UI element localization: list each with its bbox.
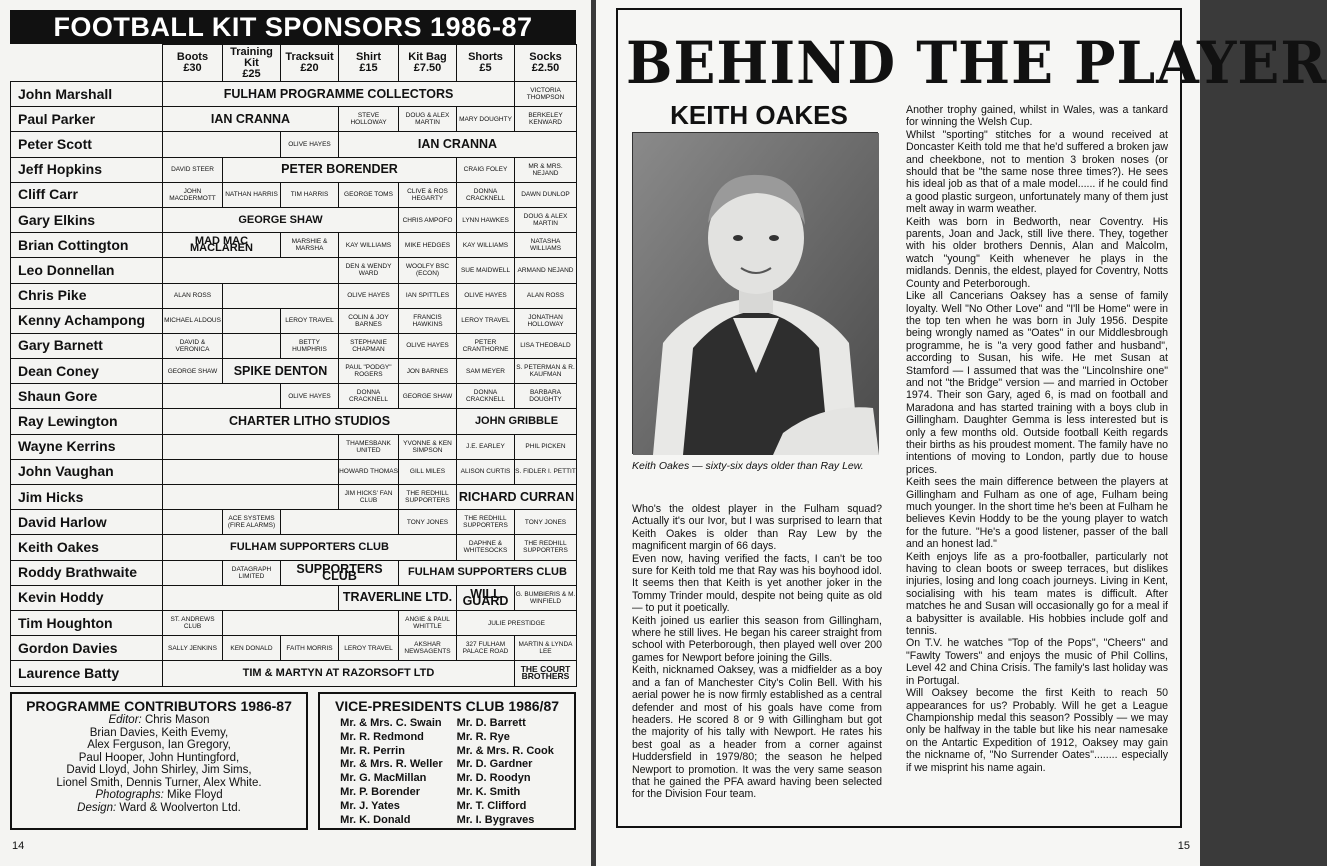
vice-presidents-box — [318, 692, 576, 830]
empty-cell — [223, 283, 339, 308]
page-number-left: 14 — [12, 840, 25, 852]
sponsor-cell: DAVID & VERONICA — [163, 333, 223, 358]
article-paragraph: Keith, nicknamed Oaksey, was a midfielder as a boy and a fan of Manchester City's Colin Bell. With his aerial power he is now firmly established as a central defender and most of his goals have come from headers. He scored 8 or 9 with Gillingham but got the majority of his tally with Newport. He rates his best goal as a header from a corner against Huddersfield in 1979/80; the season he helped Newport to promotion. It was the very same season that he gained the PFA award having been selected for the Division Four team. — [632, 664, 882, 801]
column-price: £20 — [300, 62, 319, 74]
sponsor-cell: MARY DOUGHTY — [457, 107, 515, 132]
sponsor-cell: THE REDHILL SUPPORTERS — [457, 510, 515, 535]
contributor-role: Editor: — [108, 714, 142, 726]
contributor-line — [12, 739, 306, 752]
sponsor-cell: LYNN HAWKES — [457, 207, 515, 232]
sponsor-cell: STEPHANIE CHAPMAN — [339, 333, 399, 358]
contributors-heading: PROGRAMME CONTRIBUTORS 1986-87 — [26, 698, 292, 714]
vice-presidents-column-2 — [457, 717, 554, 827]
vice-president-name: Mr. K. Smith — [456, 785, 521, 798]
sponsor-cell: OLIVE HAYES — [399, 333, 457, 358]
vice-president-name: Mr. G. MacMillan — [340, 772, 427, 785]
vice-president-name: Mr. J. Yates — [340, 799, 400, 812]
sponsor-cell: BARBARA DOUGHTY — [515, 384, 577, 409]
sponsor-cell: GEORGE TOMS — [339, 182, 399, 207]
vice-president-name: Mr. R. Redmond — [340, 730, 424, 743]
contributor-names: Alex Ferguson, Ian Gregory, — [87, 739, 231, 751]
sponsor-cell: MARSHIE & MARSHA — [281, 233, 339, 258]
sponsor-cell: IAN SPITTLES — [399, 283, 457, 308]
column-header — [339, 45, 399, 82]
player-name-cell: Jeff Hopkins — [11, 157, 163, 182]
player-name-cell: Kenny Achampong — [11, 308, 163, 333]
player-name-cell: Kevin Hoddy — [11, 585, 163, 610]
sponsor-cell: SUE MAIDWELL — [457, 258, 515, 283]
sponsor-cell: FULHAM PROGRAMME COLLECTORS — [163, 82, 515, 107]
contributor-names: David Lloyd, John Shirley, Jim Sims, — [66, 764, 252, 776]
contributor-line — [12, 752, 306, 765]
sponsor-cell: OLIVE HAYES — [281, 384, 339, 409]
empty-cell — [163, 459, 339, 484]
vice-president-name: Mr. D. Roodyn — [456, 772, 531, 785]
sponsor-cell: THE COURT BROTHERS — [515, 661, 577, 686]
sponsor-cell: J.E. EARLEY — [457, 434, 515, 459]
vice-president-name: Mr. I. Bygraves — [456, 813, 535, 826]
sponsor-row — [11, 510, 577, 535]
sponsor-cell: TIM HARRIS — [281, 182, 339, 207]
sponsor-cell: DOUG & ALEX MARTIN — [399, 107, 457, 132]
sponsor-cell: RICHARD CURRAN — [457, 485, 577, 510]
sponsor-cell: JULIE PRESTIDGE — [457, 610, 577, 635]
column-price: £7.50 — [413, 62, 442, 74]
sponsor-cell: KAY WILLIAMS — [339, 233, 399, 258]
sponsor-cell: LISA THEOBALD — [515, 333, 577, 358]
sponsor-cell: JONATHAN HOLLOWAY — [515, 308, 577, 333]
column-header — [399, 45, 457, 82]
sponsor-cell: DAWN DUNLOP — [515, 182, 577, 207]
sponsor-cell: MIKE HEDGES — [399, 233, 457, 258]
sponsor-row — [11, 333, 577, 358]
sponsor-cell: FULHAM SUPPORTERS CLUB — [163, 535, 457, 560]
sponsor-cell: DAVID STEER — [163, 157, 223, 182]
sponsor-row — [11, 434, 577, 459]
sponsor-row — [11, 132, 577, 157]
sponsor-row — [11, 308, 577, 333]
sponsor-cell: DONNA CRACKNELL — [457, 182, 515, 207]
vice-president-name: Mr. R. Rye — [456, 730, 510, 743]
sponsor-cell: SAM MEYER — [457, 359, 515, 384]
sponsor-cell: G. BUMBIERIS & M. WINFIELD — [515, 585, 577, 610]
sponsor-cell: JIM HICKS' FAN CLUB — [339, 485, 399, 510]
sponsor-cell: ARMAND NEJAND — [515, 258, 577, 283]
player-name-cell: Brian Cottington — [11, 233, 163, 258]
player-name-cell: Ray Lewington — [11, 409, 163, 434]
sponsor-cell: ALAN ROSS — [515, 283, 577, 308]
sponsor-cell: KEN DONALD — [223, 636, 281, 661]
column-label: Socks — [529, 51, 562, 63]
sponsor-cell: THAMESBANK UNITED — [339, 434, 399, 459]
sponsor-cell: OLIVE HAYES — [281, 132, 339, 157]
contributor-names: Paul Hooper, John Huntingford, — [78, 751, 240, 764]
sponsor-cell: JOHN MACDERMOTT — [163, 182, 223, 207]
column-price: £25 — [242, 67, 261, 80]
sponsor-row — [11, 283, 577, 308]
sponsor-cell: MARTIN & LYNDA LEE — [515, 636, 577, 661]
sponsor-cell: ALISON CURTIS — [457, 459, 515, 484]
contributor-names: Lionel Smith, Dennis Turner, Alex White. — [56, 776, 262, 789]
column-label: Kit Bag — [408, 51, 447, 63]
sponsor-cell: COLIN & JOY BARNES — [339, 308, 399, 333]
player-name-cell: Wayne Kerrins — [11, 434, 163, 459]
sponsor-cell: TRAVERLINE LTD. — [339, 585, 457, 610]
empty-cell — [163, 510, 223, 535]
article-paragraph: Another trophy gained, whilst in Wales, was a tankard for winning the Welsh Cup. — [906, 104, 1168, 129]
sponsor-cell: PETER BORENDER — [223, 157, 457, 182]
page-number-right: 15 — [1177, 840, 1190, 852]
sponsor-cell: MR & MRS. NEJAND — [515, 157, 577, 182]
sponsor-cell: ALAN ROSS — [163, 283, 223, 308]
vice-president-name: Mr. & Mrs. C. Swain — [340, 717, 442, 729]
sponsor-cell: DAPHNE & WHITESOCKS — [457, 535, 515, 560]
empty-cell — [163, 132, 281, 157]
sponsor-cell: NATHAN HARRIS — [223, 182, 281, 207]
vice-president-name: Mr. T. Clifford — [456, 799, 527, 812]
vice-president-name: Mr. D. Barrett — [456, 717, 526, 729]
contributor-names: Ward & Woolverton Ltd. — [119, 801, 241, 814]
contributor-names: Brian Davies, Keith Evemy, — [89, 726, 229, 739]
sponsor-cell: AKSHAR NEWSAGENTS — [399, 636, 457, 661]
empty-cell — [223, 308, 281, 333]
empty-cell — [163, 384, 281, 409]
sponsor-cell: CHRIS AMPOFO — [399, 207, 457, 232]
contributor-line — [12, 727, 306, 740]
vice-president-name: Mr. K. Donald — [340, 813, 411, 826]
sponsor-cell: S. FIDLER I. PETTIT — [515, 459, 577, 484]
sponsor-cell: FULHAM SUPPORTERS CLUB — [399, 560, 577, 585]
sponsor-cell: STEVE HOLLOWAY — [339, 107, 399, 132]
left-page — [0, 0, 591, 866]
sponsor-cell: YVONNE & KEN SIMPSON — [399, 434, 457, 459]
sponsor-row — [11, 560, 577, 585]
empty-cell — [163, 485, 339, 510]
sponsor-cell: FRANCIS HAWKINS — [399, 308, 457, 333]
sponsor-cell: BERKELEY KENWARD — [515, 107, 577, 132]
vice-president-name: Mr. & Mrs. R. Cook — [456, 744, 554, 757]
sponsor-cell: GEORGE SHAW — [163, 359, 223, 384]
sponsor-row — [11, 661, 577, 686]
player-name-cell: Gordon Davies — [11, 636, 163, 661]
empty-cell — [223, 610, 399, 635]
column-header — [163, 45, 223, 82]
sponsor-cell: PAUL "PODGY" ROGERS — [339, 359, 399, 384]
sponsor-cell: DOUG & ALEX MARTIN — [515, 207, 577, 232]
sponsor-cell: SUPPORTERS CLUB — [281, 560, 399, 585]
sponsor-cell: S. PETERMAN & R. KAUFMAN — [515, 359, 577, 384]
sponsor-row — [11, 359, 577, 384]
sponsor-cell: DONNA CRACKNELL — [339, 384, 399, 409]
sponsor-cell: JOHN GRIBBLE — [457, 409, 577, 434]
contributor-line — [12, 789, 306, 802]
player-name-cell: Roddy Brathwaite — [11, 560, 163, 585]
player-name-cell: Peter Scott — [11, 132, 163, 157]
sponsor-cell: ANGIE & PAUL WHITTLE — [399, 610, 457, 635]
sponsor-cell: TONY JONES — [399, 510, 457, 535]
column-header — [515, 45, 577, 82]
column-label: Training Kit — [230, 45, 273, 69]
sponsor-cell: VICTORIA THOMPSON — [515, 82, 577, 107]
vice-president-name: Mr. P. Borender — [340, 785, 421, 798]
sponsor-row — [11, 459, 577, 484]
article-paragraph: Keith enjoys life as a pro-footballer, particularly not having to clean boots or sweep terraces, but dislikes injuries, losing and long coach journeys. Living in Kent, socialising with his team mates is difficult. After matches he and Susan will occasionally go for a meal if a babysitter is available. His hobbies include golf and tennis. — [906, 550, 1168, 638]
empty-cell — [163, 258, 339, 283]
sponsor-row — [11, 258, 577, 283]
sponsor-row — [11, 636, 577, 661]
sponsor-cell: SALLY JENKINS — [163, 636, 223, 661]
sponsor-cell: SPIKE DENTON — [223, 359, 339, 384]
column-header — [223, 45, 281, 82]
contributor-line — [12, 764, 306, 777]
contributor-role: Design: — [77, 801, 117, 814]
sponsor-cell: DEN & WENDY WARD — [339, 258, 399, 283]
article-paragraph: Who's the oldest player in the Fulham squad? Actually it's our Ivor, but I was surprised to learn that Keith Oakes is older than Ray Lew by the magnificent margin of 66 days. — [632, 503, 882, 553]
sponsor-cell: ACE SYSTEMS (FIRE ALARMS) — [223, 510, 281, 535]
article-title: BEHIND THE PLAYER — [626, 28, 1327, 97]
empty-cell — [163, 560, 223, 585]
sponsor-cell: THE REDHILL SUPPORTERS — [399, 485, 457, 510]
sponsor-row — [11, 535, 577, 560]
article-paragraph: Even now, having verified the facts, I can't be too sure for Keith told me that Ray was his boyhood idol. It seems then that Keith is yet another joker in the Tommy Trinder mould, despite not being quite as old — to put it poetically. — [632, 552, 882, 615]
contributor-names: Chris Mason — [144, 714, 210, 726]
sponsor-cell: LEROY TRAVEL — [281, 308, 339, 333]
player-name-cell: David Harlow — [11, 510, 163, 535]
article-paragraph: On T.V. he watches "Top of the Pops", "Cheers" and "Fawlty Towers" and enjoys the music of Phil Collins, Level 42 and China Crisis. The family's last holiday was in Portugal. — [906, 637, 1168, 687]
contributor-names: Mike Floyd — [167, 789, 223, 801]
sponsor-row — [11, 182, 577, 207]
sponsor-cell: TIM & MARTYN AT RAZORSOFT LTD — [163, 661, 515, 686]
sponsor-row — [11, 384, 577, 409]
sponsors-table — [10, 44, 577, 687]
article-paragraph: Whilst "sporting" stitches for a wound received at Doncaster Keith told me that he'd suffered a broken jaw and cheekbone, not to mention 3 broken noses (or should that be "the same nose three times?). He sees his ideal job as that of a male model...... if he could find a good plastic surgeon, unfortunately many of them just melt away in warm weather. — [906, 128, 1168, 216]
column-label: Boots — [176, 51, 209, 63]
programme-contributors-box — [10, 692, 308, 830]
player-name-cell: Dean Coney — [11, 359, 163, 384]
sponsor-cell: GEORGE SHAW — [399, 384, 457, 409]
sponsor-cell: BETTY HUMPHRIS — [281, 333, 339, 358]
vice-president-name: Mr. R. Perrin — [340, 744, 405, 757]
sponsor-cell: FAITH MORRIS — [281, 636, 339, 661]
empty-cell — [163, 434, 339, 459]
article-paragraph: Keith was born in Bedworth, near Coventry. His parents, Joan and Jack, still live there. They, together with his older brothers Dennis, Alan and Malcolm, watch "young" Keith whenever he plays in the midlands. Dennis, the eldest, played for Coventry, Notts County and Peterborough. — [906, 215, 1168, 290]
column-header — [457, 45, 515, 82]
sponsor-cell: PHIL PICKEN — [515, 434, 577, 459]
column-header — [281, 45, 339, 82]
empty-cell — [281, 510, 399, 535]
player-name: KEITH OAKES — [670, 100, 848, 130]
sponsor-cell: OLIVE HAYES — [339, 283, 399, 308]
sponsor-cell: WILL GUARD — [457, 585, 515, 610]
vice-presidents-heading: VICE-PRESIDENTS CLUB 1986/87 — [334, 698, 560, 714]
article-column-right — [906, 104, 1168, 774]
article-column-left — [632, 503, 882, 801]
player-name-cell: Laurence Batty — [11, 661, 163, 686]
column-price: £15 — [359, 62, 378, 74]
player-name-cell: Leo Donnellan — [11, 258, 163, 283]
contributors-list — [12, 714, 306, 814]
article-paragraph: Keith sees the main difference between the players at Gillingham and Fulham as one of age, Fulham being much younger. In the short time he's been at Fulham he believes Kevin Hoddy to be the young player to watch for the future. "He's a good listener, passer of the ball and an honest lad." — [906, 476, 1168, 551]
photo-caption: Keith Oakes — sixty-six days older than Ray Lew. — [632, 460, 864, 472]
sponsor-cell: MAD MAC MACLAREN — [163, 233, 281, 258]
article-paragraph: Will Oaksey become the first Keith to reach 50 appearances for us? Probably. Will he get a League Championship medal this season? Possibly — we may only be halfway in the table but like his near namesake on the Antartic Expedition of 1912, Oaksey may gain the nickname of, "No Surrender Oates"........ especially if we misprint his name again. — [906, 687, 1168, 774]
sponsor-cell: 327 FULHAM PALACE ROAD — [457, 636, 515, 661]
contributor-role: Photographs: — [95, 789, 164, 801]
sponsor-row — [11, 409, 577, 434]
player-name-cell: Gary Elkins — [11, 207, 163, 232]
sponsor-cell: GILL MILES — [399, 459, 457, 484]
sponsors-body — [11, 82, 577, 687]
sponsors-header-row — [11, 45, 577, 82]
sponsor-cell: LEROY TRAVEL — [339, 636, 399, 661]
sponsor-cell: DONNA CRACKNELL — [457, 384, 515, 409]
column-price: £5 — [479, 62, 492, 74]
sponsor-cell: IAN CRANNA — [339, 132, 577, 157]
column-label: Shorts — [468, 51, 503, 63]
sponsor-cell: IAN CRANNA — [163, 107, 339, 132]
contributor-line — [12, 714, 306, 727]
player-name-cell: John Marshall — [11, 82, 163, 107]
sponsor-cell: HOWARD THOMAS — [339, 459, 399, 484]
player-name-cell: Keith Oakes — [11, 535, 163, 560]
player-name-cell: Tim Houghton — [11, 610, 163, 635]
sponsor-row — [11, 157, 577, 182]
sponsors-title: FOOTBALL KIT SPONSORS 1986-87 — [10, 10, 576, 44]
sponsor-cell: JON BARNES — [399, 359, 457, 384]
sponsor-row — [11, 485, 577, 510]
sponsor-row — [11, 82, 577, 107]
sponsor-row — [11, 107, 577, 132]
player-name-cell: Paul Parker — [11, 107, 163, 132]
header-blank-cell — [11, 45, 163, 82]
sponsor-cell: LEROY TRAVEL — [457, 308, 515, 333]
sponsor-cell: CRAIG FOLEY — [457, 157, 515, 182]
player-name-cell: Gary Barnett — [11, 333, 163, 358]
sponsor-cell: WOOLFY BSC (ECON) — [399, 258, 457, 283]
column-price: £30 — [183, 62, 202, 74]
empty-cell — [163, 585, 339, 610]
column-price: £2.50 — [531, 62, 560, 74]
sponsor-row — [11, 610, 577, 635]
sponsor-cell: PETER CRANTHORNE — [457, 333, 515, 358]
sponsor-cell: KAY WILLIAMS — [457, 233, 515, 258]
player-name-cell: Chris Pike — [11, 283, 163, 308]
sponsor-cell: CHARTER LITHO STUDIOS — [163, 409, 457, 434]
sponsor-cell: GEORGE SHAW — [163, 207, 399, 232]
sponsor-cell: DATAGRAPH LIMITED — [223, 560, 281, 585]
vice-president-name: Mr. & Mrs. R. Weller — [340, 758, 443, 771]
vice-president-name: Mr. D. Gardner — [456, 758, 533, 771]
player-name-cell: Shaun Gore — [11, 384, 163, 409]
contributor-line — [12, 777, 306, 790]
sponsor-cell: ST. ANDREWS CLUB — [163, 610, 223, 635]
column-label: Shirt — [355, 51, 382, 63]
sponsor-cell: TONY JONES — [515, 510, 577, 535]
sponsor-row — [11, 233, 577, 258]
article-paragraph: Like all Cancerians Oaksey has a sense of family loyalty. Well "No Other Love" and "I'll be Home" were in the top ten when he was born in July 1956. Despite being wrongly named as "Oates" in our Middlesbrough programme, he is "a very good father and husband", according to Susan, his wife. He met Susan at Stamford — I assumed that was the "Lincolnshire one" and not "the Bridge" version — and married in October 1974. Their son Gary, aged 6, is mad on football and Maradona and has started training with a boys club in Gillingham. Daughter Gemma is less interested but is only a few months old. Outside football Keith regards their births as his proudest moment. The family have no intentions of moving to London, partly due to house prices. — [906, 290, 1168, 476]
player-photo — [632, 132, 878, 454]
vice-presidents-column-1 — [340, 717, 443, 827]
sponsor-cell: THE REDHILL SUPPORTERS — [515, 535, 577, 560]
article-paragraph: Keith joined us earlier this season from Gillingham, where he still lives. He began his career straight from school with Peterborough, then played well over 200 games for Newport before joining the Gills. — [632, 614, 882, 664]
column-label: Tracksuit — [285, 51, 334, 63]
right-page — [596, 0, 1327, 866]
player-name-cell: Jim Hicks — [11, 485, 163, 510]
contributor-line — [12, 802, 306, 815]
sponsor-row — [11, 585, 577, 610]
player-name-cell: John Vaughan — [11, 459, 163, 484]
sponsor-row — [11, 207, 577, 232]
sponsor-cell: MICHAEL ALDOUS — [163, 308, 223, 333]
sponsor-cell: CLIVE & ROS HEGARTY — [399, 182, 457, 207]
sponsor-cell: OLIVE HAYES — [457, 283, 515, 308]
empty-cell — [223, 333, 281, 358]
sponsor-cell: NATASHA WILLIAMS — [515, 233, 577, 258]
player-name-cell: Cliff Carr — [11, 182, 163, 207]
